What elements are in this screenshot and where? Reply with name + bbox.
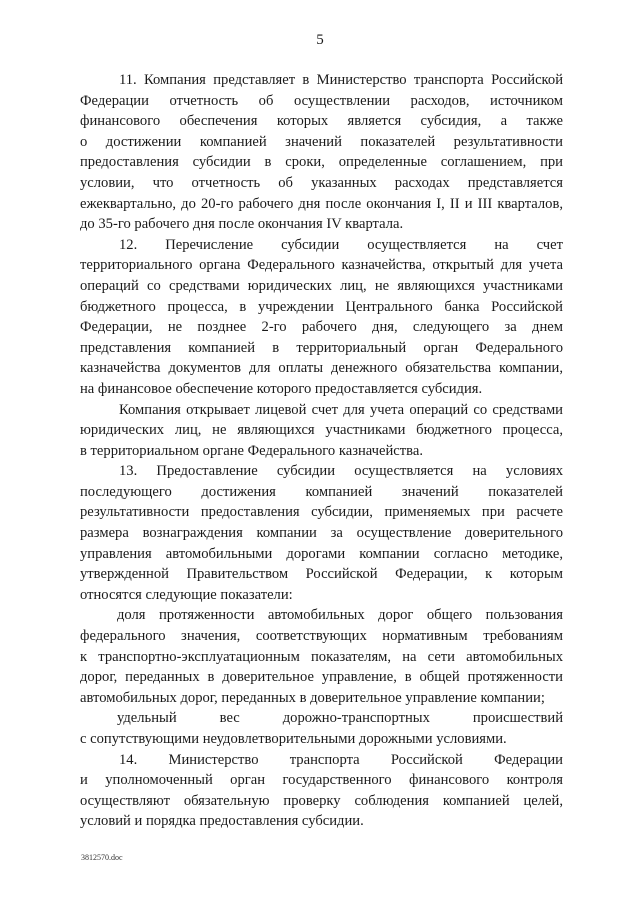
text-line: результативности предоставления субсидии, применяемых при расчете bbox=[80, 504, 563, 521]
text-line: на финансовое обеспечение которого предоставляется субсидия. bbox=[80, 380, 483, 397]
text-line: относятся следующие показатели: bbox=[80, 586, 293, 603]
text-line: территориального органа Федерального казначейства, открытый для учета bbox=[80, 257, 563, 274]
paragraph-13-indicator-2 bbox=[80, 708, 563, 749]
paragraph-12 bbox=[80, 235, 563, 400]
paragraph-13 bbox=[80, 461, 563, 605]
text-line: о достижении компанией значений показателей результативности bbox=[80, 133, 563, 150]
text-line: юридических лиц, не являющихся участниками бюджетного процесса, bbox=[80, 422, 563, 439]
text-line: с сопутствующими неудовлетворительными дорожными условиями. bbox=[80, 731, 507, 747]
text-line: управления автомобильными дорогами компании согласно методике, bbox=[80, 545, 563, 562]
text-line: 13. Предоставление субсидии осуществляется на условиях bbox=[119, 463, 563, 480]
text-line: и уполномоченный орган государственного финансового контроля bbox=[80, 772, 563, 789]
paragraph-12-account bbox=[80, 400, 563, 462]
text-line: бюджетного процесса, в учреждении Центрального банка Российской bbox=[80, 298, 563, 315]
text-line: Компания открывает лицевой счет для учета операций со средствами bbox=[119, 401, 563, 418]
text-line: Федерации отчетность об осуществлении расходов, источником bbox=[80, 92, 563, 109]
document-file-id: 3812570.doc bbox=[81, 853, 123, 862]
text-line: в территориальном органе Федерального казначейства. bbox=[80, 442, 423, 459]
text-line: условий и порядка предоставления субсидии. bbox=[80, 813, 364, 830]
text-line: предоставления субсидии в сроки, определенные соглашением, при bbox=[80, 154, 563, 171]
text-line: финансового обеспечения которых является субсидия, а также bbox=[80, 113, 563, 130]
text-line: удельный вес дорожно-транспортных происшествий bbox=[117, 710, 563, 727]
text-line: к транспортно-эксплуатационным показателям, на сети автомобильных bbox=[80, 648, 563, 665]
paragraph-14 bbox=[80, 750, 563, 832]
text-line: операций со средствами юридических лиц, не являющихся участниками bbox=[80, 277, 563, 294]
text-line: 12. Перечисление субсидии осуществляется на счет bbox=[119, 236, 563, 253]
text-line: Федерации, не позднее 2-го рабочего дня, следующего за днем bbox=[80, 319, 563, 336]
text-line: ежеквартально, до 20-го рабочего дня после окончания I, II и III кварталов, bbox=[80, 195, 563, 212]
text-line: доля протяженности автомобильных дорог общего пользования bbox=[117, 607, 563, 624]
text-line: утвержденной Правительством Российской Федерации, к которым bbox=[80, 566, 563, 583]
text-line: представления компанией в территориальный орган Федерального bbox=[80, 339, 563, 356]
text-line: до 35-го рабочего дня после окончания IV квартала. bbox=[80, 216, 404, 233]
text-line: размера вознаграждения компании за осуществление доверительного bbox=[80, 525, 563, 542]
text-line: 11. Компания представляет в Министерство транспорта Российской bbox=[119, 72, 563, 88]
text-line: казначейства документов для оплаты денежного обязательства компании, bbox=[80, 360, 563, 377]
page-number: 5 bbox=[316, 32, 324, 48]
text-line: 14. Министерство транспорта Российской Федерации bbox=[119, 751, 563, 768]
paragraph-13-indicator-1 bbox=[80, 605, 563, 708]
text-line: осуществляют обязательную проверку соблюдения компанией целей, bbox=[80, 792, 563, 809]
text-line: последующего достижения компанией значений показателей bbox=[80, 483, 563, 500]
text-line: автомобильных дорог, переданных в доверительное управление компании; bbox=[80, 689, 545, 706]
text-line: дорог, переданных в доверительное управление, в общей протяженности bbox=[80, 669, 563, 686]
text-line: федерального значения, соответствующих нормативным требованиям bbox=[80, 628, 563, 645]
paragraph-11 bbox=[80, 70, 563, 235]
document-body bbox=[80, 70, 563, 832]
text-line: условии, что отчетность об указанных расходах представляется bbox=[80, 174, 563, 191]
